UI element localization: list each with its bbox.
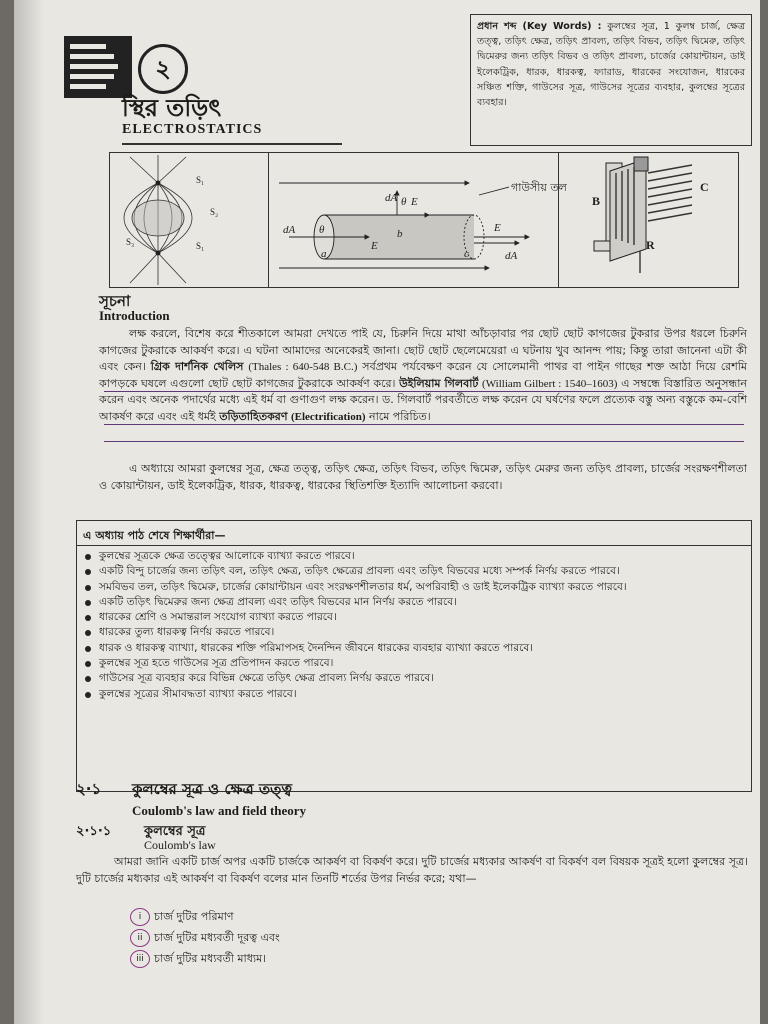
intro-text: লক্ষ করলে, বিশেষ করে শীতকালে আমরা দেখতে পাই যে, চিরুনি দিয়ে মাথা আঁচড়াবার পর ছোট ছোট কাগজের টুকরার উপর ধরলে চিরুনি কাগজের টুকরাকে আকর্ষণ করে। এ ঘটনা আমাদের অনেকেরই জানা। ছোট ছোট ছেলেমেয়েরা এ ঘটনায় খুব আনন্দ পায়; কিন্তু তারা জানেনা এটা কী এবং কেন।: [99, 327, 747, 373]
chapter-number: ২: [138, 44, 188, 94]
subsection-title: কুলম্বের সূত্র: [144, 824, 206, 839]
section-number: ২·১: [76, 780, 102, 798]
fig2-label: E: [411, 196, 418, 208]
fig2-label: a: [321, 248, 327, 260]
fig2-label: c: [464, 248, 469, 260]
condition-item: [130, 927, 280, 948]
objective-item: কুলম্বের সূত্র হতে গাউসের সূত্র প্রতিপাদন করতে পারবে।: [83, 656, 743, 671]
intro-text: এ সম্বন্ধে বিস্তারিত অনুসন্ধান করেন এবং অনেক পদার্থের মধ্যে এই ধর্ম বা গুণাগুণ লক্ষ করেন। ড. গিলবার্ট পরবর্তীতে লক্ষ করেন যে ঘর্ষণের ফলে প্রত্যেক বস্তু অন্য বস্তুকে কম-বেশি আকর্ষণ করে এবং এই ধর্মই: [99, 376, 747, 423]
objectives-heading: এ অধ্যায় পাঠ শেষে শিক্ষার্থীরা—: [83, 529, 226, 542]
fig2-label: dA: [505, 250, 518, 262]
fig3-label: R: [646, 238, 655, 252]
objectives-list: [83, 549, 743, 702]
learning-objectives-box: [76, 520, 752, 792]
coulomb-paragraph: আমরা জানি একটি চার্জ অপর একটি চার্জকে আকর্ষণ বা বিকর্ষণ করে। দুটি চার্জের মধ্যকার আকর্ষণ বা বিকর্ষণ বল বিষয়ক সূত্রই হলো কুলম্বের সূত্র। দুটি চার্জের মধ্যকার এই আকর্ষণ বা বিকর্ষণ বলের মান তিনটি শর্তের উপর নির্ভর করে; যথা—: [76, 855, 748, 885]
pen-underline: [104, 424, 744, 425]
subsection-number: ২·১·১: [76, 824, 112, 839]
condition-number: ii: [130, 929, 150, 947]
condition-item: [130, 948, 280, 969]
figure-variable-capacitor: [560, 153, 738, 287]
condition-number: i: [130, 908, 150, 926]
keywords-label: প্রধান শব্দ (Key Words) :: [477, 21, 602, 32]
thales-name: গ্রিক দার্শনিক থেলিস: [150, 360, 244, 373]
chapter-title-english: ELECTROSTATICS: [122, 122, 263, 137]
page-fold-shadow: [14, 0, 44, 1024]
textbook-page: [14, 0, 760, 1024]
objective-item: ধারকের তুল্য ধারকত্ব নির্ণয় করতে পারবে।: [83, 625, 743, 640]
title-underline: [122, 143, 342, 145]
fig3-label: C: [700, 180, 709, 194]
keywords-text: কুলম্বের সূত্র, 1 কুলম্ব চার্জ, ক্ষেত্র তত্ত্ব, তড়িৎ ক্ষেত্র, তড়িৎ প্রাবল্য, তড়িৎ বিভব, তড়িৎ দ্বিমেরু, তড়িৎ দ্বিমেরুর জন্য তড়িৎ বিভব ও তড়িৎ প্রাবল্য, চার্জের কোয়ান্টায়ন, ডাই ইলেকট্রিক, ধারক, ধারকত্ব, ফ্যারাড, ধারকের সংযোজন, ধারকের সঞ্চিত শক্তি, গাউসের সূত্র, গাউসের সূত্রের ব্যবহার, কুলম্বের সূত্রের ব্যবহার।: [477, 21, 745, 109]
keywords-box: [470, 14, 752, 146]
fig2-label: dA: [283, 224, 296, 236]
objective-item: কুলম্বের সূত্রের সীমাবদ্ধতা ব্যাখ্যা করতে পারবে।: [83, 687, 743, 702]
chapter-logo: [64, 36, 132, 98]
condition-number: iii: [130, 950, 150, 968]
fig2-label: dA: [385, 192, 398, 204]
electrification-term-english: (Electrification): [290, 410, 366, 423]
objective-item: সমবিভব তল, তড়িৎ দ্বিমেরু, চার্জের কোয়ান্টায়ন এবং সংরক্ষণশীলতার ধর্ম, অপরিবাহী ও ডাই ইলেকট্রিক ব্যাখ্যা করতে পারবে।: [83, 580, 743, 595]
fig2-gauss-label: গাউসীয় তল: [511, 181, 567, 194]
pen-underline: [104, 441, 744, 442]
chapter-overview-paragraph: এ অধ্যায়ে আমরা কুলম্বের সূত্র, ক্ষেত্র তত্ত্ব, তড়িৎ ক্ষেত্র, তড়িৎ বিভব, তড়িৎ দ্বিমেরু, তড়িৎ মেরুর জন্য তড়িৎ প্রাবল্য, চার্জের সংরক্ষণশীলতা ও কোয়ান্টায়ন, ডাই ইলেকট্রিক, ধারক, ধারকত্ব, ধারকের স্থিতিশক্তি ইত্যাদি আলোচনা করবো।: [99, 462, 747, 492]
figure-dipole-field: [110, 153, 268, 287]
fig2-label: E: [494, 222, 501, 234]
fig2-label: θ: [401, 196, 407, 208]
condition-text: চার্জ দুটির মধ্যবর্তী দূরত্ব এবং: [154, 931, 280, 944]
section-title: কুলম্বের সূত্র ও ক্ষেত্র তত্ত্ব: [132, 780, 293, 798]
figure-gaussian-cylinder: [269, 153, 567, 287]
figure-divider: [558, 153, 559, 287]
objectives-divider: [77, 545, 751, 546]
condition-text: চার্জ দুটির পরিমাণ: [154, 910, 234, 923]
electrification-term: তড়িতাহিতকরণ: [219, 409, 288, 423]
fig2-label: θ: [319, 224, 325, 236]
condition-item: [130, 906, 280, 927]
objective-item: গাউসের সূত্র ব্যবহার করে বিভিন্ন ক্ষেত্রে তড়িৎ ক্ষেত্র প্রাবল্য নির্ণয় করতে পারবে।: [83, 671, 743, 686]
gilbert-name: উইলিয়াম গিলবার্ট: [399, 376, 479, 390]
objective-item: ধারকের শ্রেণি ও সমান্তরাল সংযোগ ব্যাখ্যা করতে পারবে।: [83, 610, 743, 625]
objective-item: একটি বিন্দু চার্জের জন্য তড়িৎ বল, তড়িৎ ক্ষেত্র, তড়িৎ ক্ষেত্রের প্রাবল্য এবং তড়িৎ বিভবের মধ্যে সম্পর্ক নির্ণয় করতে পারবে।: [83, 564, 743, 579]
fig2-label: E: [371, 240, 378, 252]
gilbert-years: (William Gilbert : 1540–1603): [482, 377, 618, 390]
pen-underline: [104, 391, 744, 392]
coulomb-conditions-list: [130, 906, 280, 969]
fig1-label: S₃: [126, 237, 135, 247]
fig1-label: S₁: [196, 175, 205, 185]
intro-text: নামে পরিচিত।: [365, 409, 431, 423]
intro-title: সূচনা: [99, 292, 131, 310]
subsection-title-english: Coulomb's law: [144, 838, 216, 852]
objective-item: কুলম্বের সূত্রকে ক্ষেত্র তত্ত্বের আলোকে ব্যাখ্যা করতে পারবে।: [83, 549, 743, 564]
section-title-english: Coulomb's law and field theory: [132, 803, 307, 818]
intro-title-english: Introduction: [99, 308, 170, 323]
thales-years: (Thales : 640-548 B.C.): [248, 361, 358, 373]
intro-paragraph: [99, 326, 747, 425]
objective-item: ধারক ও ধারকত্ব ব্যাখ্যা, ধারকের শক্তি পরিমাপসহ দৈনন্দিন জীবনে ধারকের ব্যবহার ব্যাখ্যা করতে পারবে।: [83, 641, 743, 656]
intro-text: সর্বপ্রথম পর্যবেক্ষণ করেন যে সোলেমানী পাথর বা পাইন গাছের শক্ত আঠা দিয়ে রেশমি কাপড়কে ঘষলে এগুলো ছোট ছোট কাগজের টুকরাকে আকর্ষণ করে।: [99, 360, 747, 390]
fig3-label: B: [592, 194, 601, 208]
fig1-label: S₂: [210, 207, 219, 217]
condition-text: চার্জ দুটির মধ্যবর্তী মাধ্যম।: [154, 952, 267, 965]
figures-strip: [109, 152, 739, 288]
fig2-label: b: [397, 228, 403, 240]
fig1-label: S₁: [196, 241, 205, 251]
chapter-title: স্থির তড়িৎ: [122, 94, 222, 122]
objective-item: একটি তড়িৎ দ্বিমেরুর জন্য ক্ষেত্র প্রাবল্য এবং তড়িৎ বিভবের মান নির্ণয় করতে পারবে।: [83, 595, 743, 610]
